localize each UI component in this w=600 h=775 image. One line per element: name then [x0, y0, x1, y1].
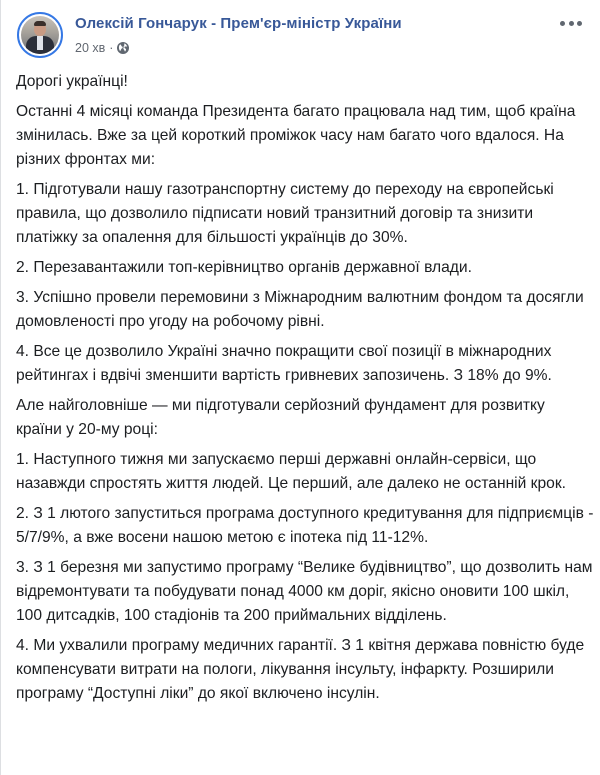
post-header	[15, 12, 588, 62]
post-paragraph: 4. Ми ухвалили програму медичних гарантії. З 1 квітня держава повністю буде компенсувати витрати на пологи, лікування інсульту, інфаркту. Розширили програму “Доступні ліки” до якої включено інсулін.	[16, 637, 585, 702]
meta-separator: ·	[109, 41, 114, 55]
post-paragraph: Останні 4 місяці команда Президента багато працювала над тим, щоб країна змінилась. Вже за цей короткий проміжок часу нам багато чого вдалося. На різних фронтах ми:	[16, 103, 576, 168]
more-options-icon	[560, 21, 565, 26]
author-name-link[interactable]: Олексій Гончарук - Прем'єр-міністр України	[75, 15, 402, 32]
post-paragraph: 2. Перезавантажили топ-керівництво органів державної влади.	[16, 259, 472, 276]
post-timestamp[interactable]: 20 хв	[75, 41, 106, 55]
avatar[interactable]	[17, 12, 63, 58]
post-paragraph: Але найголовніше — ми підготували серйозний фундамент для розвитку країни у 20-му році:	[16, 397, 545, 438]
post-paragraph: 3. Успішно провели перемовини з Міжнародним валютним фондом та досягли домовленості про угоду на робочому рівні.	[16, 289, 584, 330]
post-paragraph: 3. З 1 березня ми запустимо програму “Велике будівництво”, що дозволить нам відремонтувати та побудувати понад 4000 км доріг, якісно оновити 100 шкіл, 100 дитсадків, 100 стадіонів та 200 приймальних відділень.	[16, 559, 593, 624]
post-body	[16, 70, 594, 712]
globe-icon[interactable]	[117, 42, 129, 54]
profile-photo	[21, 16, 59, 54]
post-paragraph: 1. Наступного тижня ми запускаємо перші державні онлайн-сервіси, що назавжди спростять життя людей. Це перший, але далеко не останній крок.	[16, 451, 567, 492]
post-paragraph: 1. Підготували нашу газотранспортну систему до переходу на європейські правила, що дозволило підписати новий транзитний договір та знизити платіжку за опалення для більшості українців до 30%.	[16, 181, 554, 246]
post-paragraph: 4. Все це дозволило Україні значно покращити свої позиції в міжнародних рейтингах і вдвічі зменшити вартість гривневих запозичень. З 18% до 9%.	[16, 343, 552, 384]
post-paragraph: Дорогі українці!	[16, 73, 128, 90]
more-options-button[interactable]	[560, 16, 582, 30]
post-paragraph: 2. З 1 лютого запуститься програма доступного кредитування для підприємців - 5/7/9%, а вже восени нашою метою є іпотека під 11-12%.	[16, 505, 594, 546]
post-meta	[75, 41, 129, 55]
